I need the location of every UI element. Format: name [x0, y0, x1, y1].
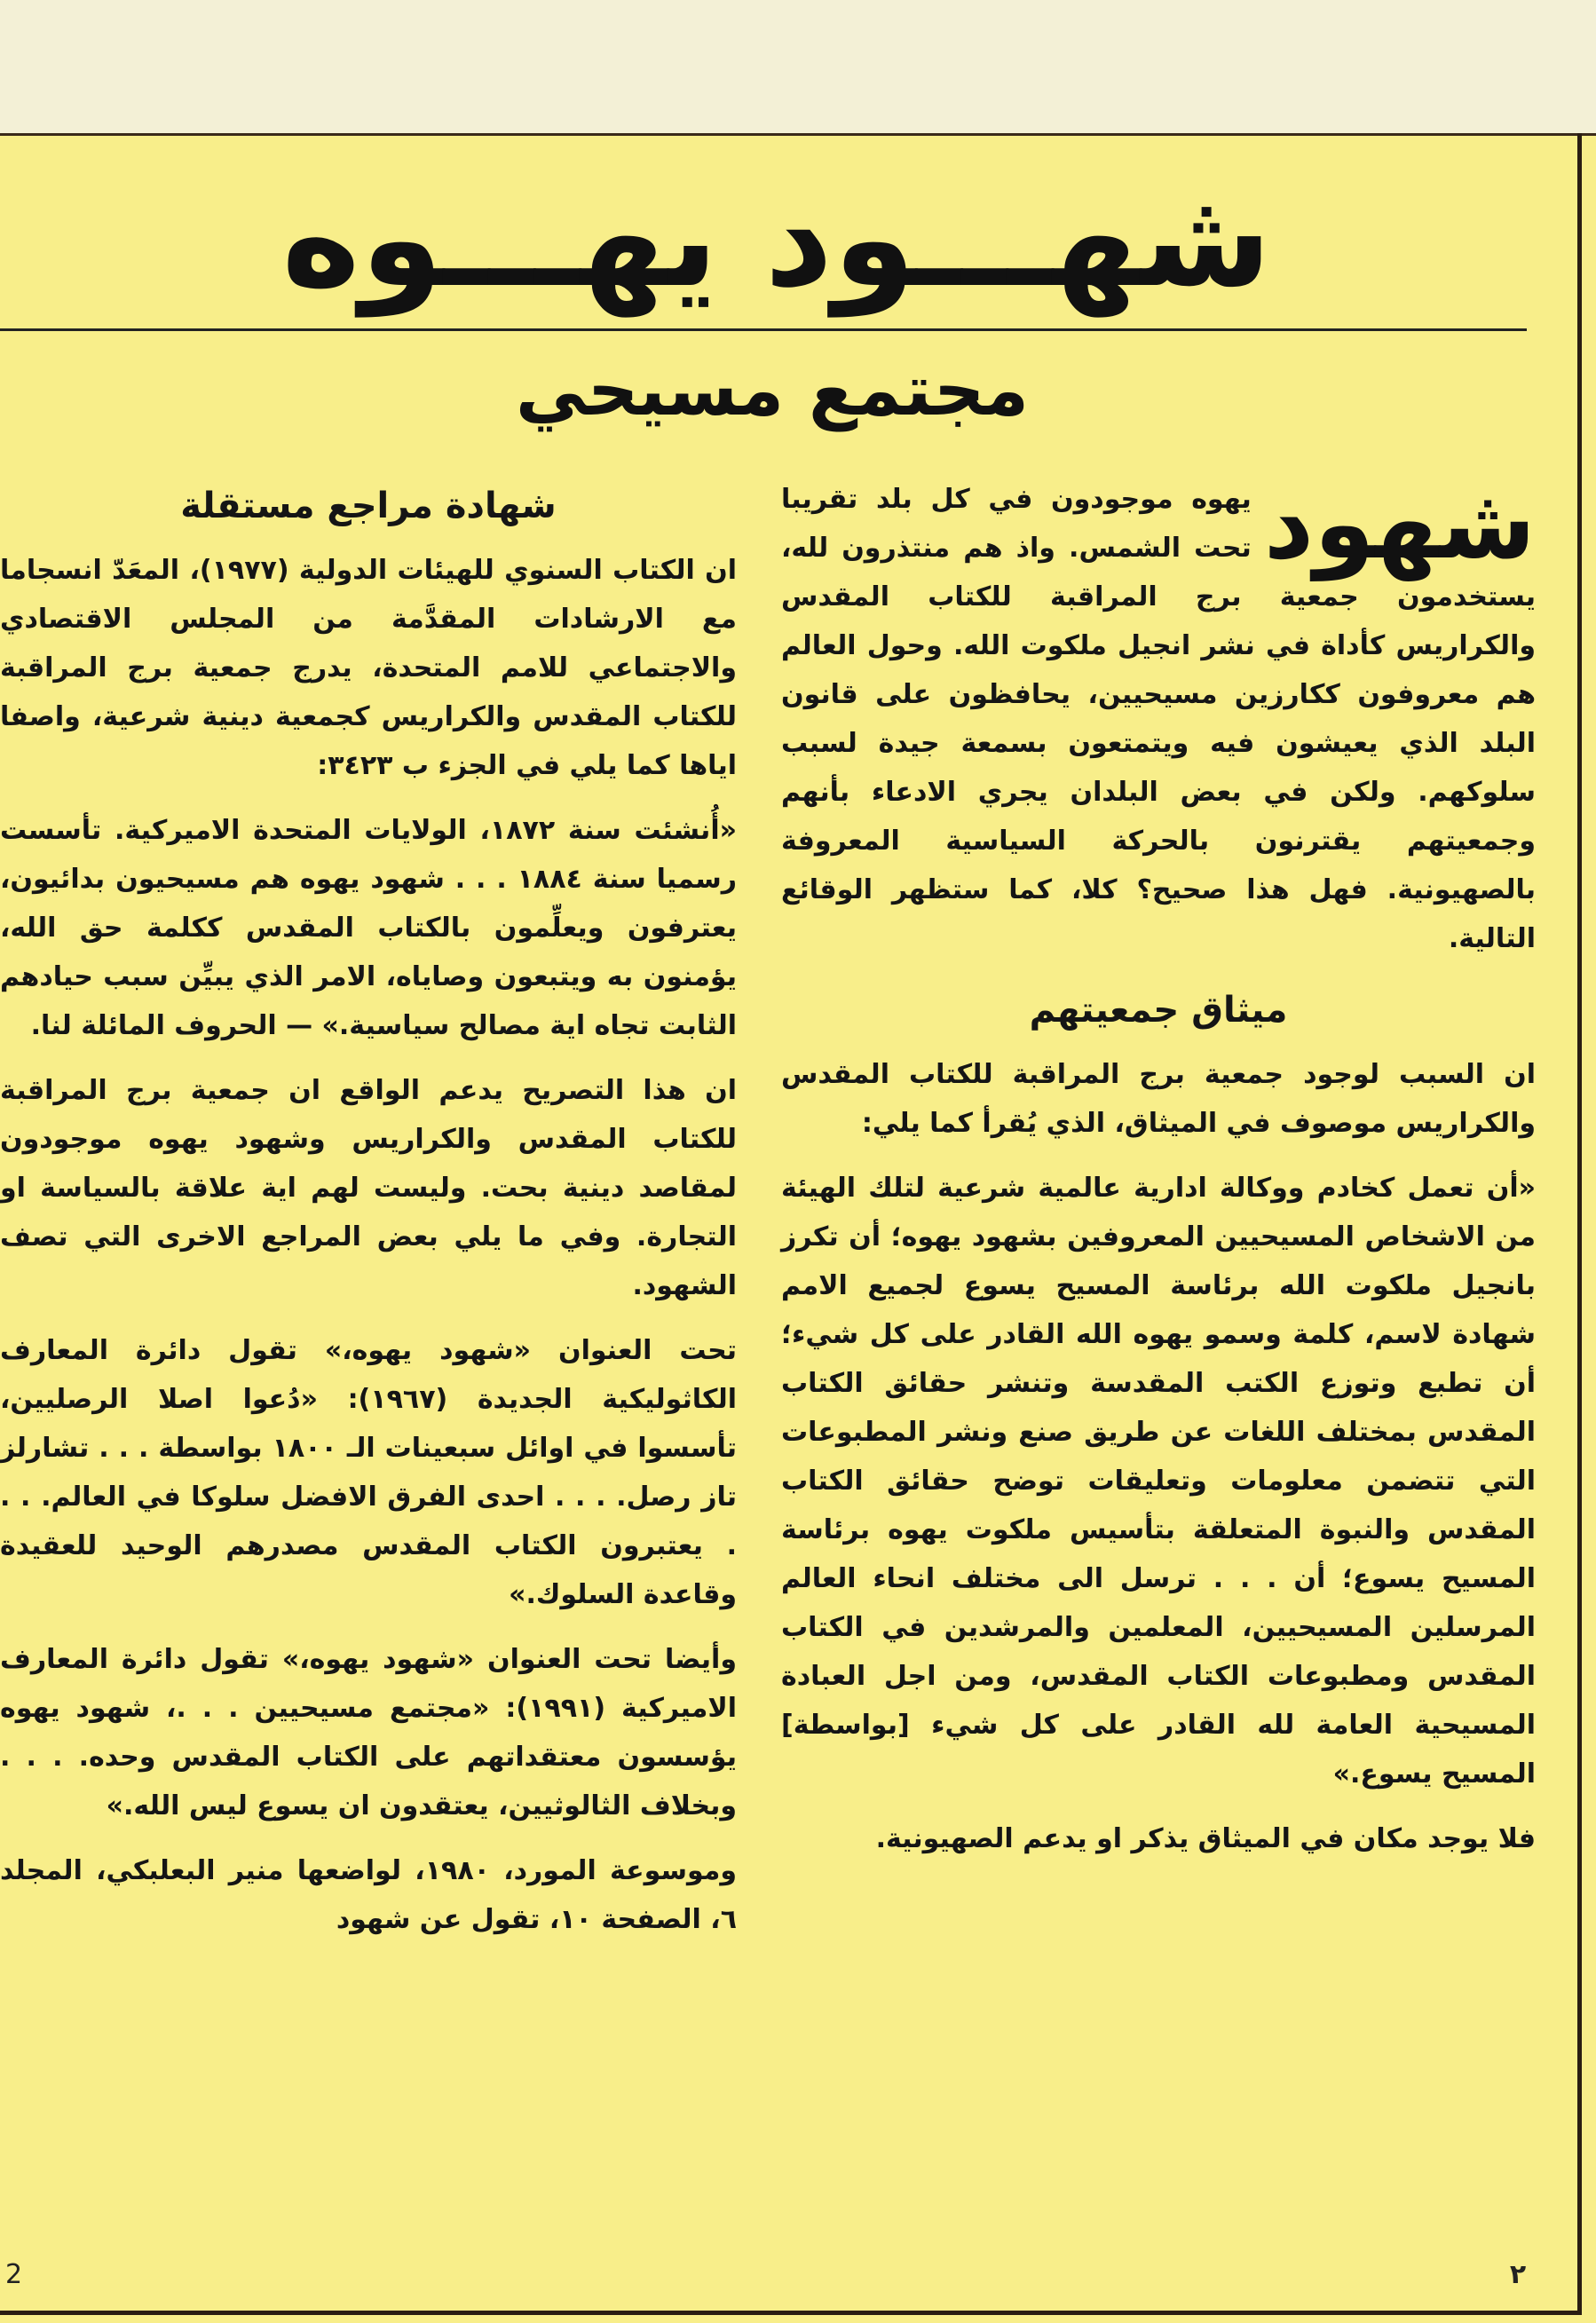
title-divider [0, 328, 1527, 331]
intro-paragraph [781, 467, 1536, 963]
charter-conclusion: فلا يوجد مكان في الميثاق يذكر او يدعم الصهيونية. [875, 1823, 1536, 1854]
main-title: شهـــود يهـــوه [281, 162, 1272, 317]
references-quote-1: «أُنشئت سنة ١٨٧٢، الولايات المتحدة الاميركية. تأسست رسميا سنة ١٨٨٤ . . . شهود يهوه هم مسيحيون بدائيون، يعترفون ويعلِّمون بالكتاب المقدس ككلمة حق الله، يؤمنون به ويتبعون وصاياه، الامر الذي يبيِّن سبب حيادهم الثابت تجاه اية مصالح سياسية.» — الحروف المائلة لنا. [0, 815, 737, 1041]
dropcap-word: شهود [1263, 467, 1536, 581]
references-paragraph-4: وأيضا تحت العنوان «شهود يهوه،» تقول دائرة المعارف الاميركية (١٩٩١): «مجتمع مسيحيين . . .، شهود يهوه يؤسسون معتقداتهم على الكتاب المقدس وحده. . . . وبخلاف الثالوثيين، يعتقدون ان يسوع ليس الله.» [0, 1644, 737, 1821]
charter-quote: «أن تعمل كخادم ووكالة ادارية عالمية شرعية لتلك الهيئة من الاشخاص المسيحيين المعروفين بشهود يهوه؛ أن تكرز بانجيل ملكوت الله برئاسة المسيح يسوع لجميع الامم شهادة لاسم، كلمة وسمو يهوه الله القادر على كل شيء؛ أن تطبع وتوزع الكتب المقدسة وتنشر حقائق الكتاب المقدس بمختلف اللغات عن طريق صنع ونشر المطبوعات التي تتضمن معلومات وتعليقات توضح حقائق الكتاب المقدس والنبوة المتعلقة بتأسيس ملكوت يهوه برئاسة المسيح يسوع؛ أن . . . ترسل الى مختلف انحاء العالم المرسلين المسيحيين، المعلمين والمرشدين في الكتاب المقدس ومطبوعات الكتاب المقدس، ومن اجل العبادة المسيحية العامة لله القادر على كل شيء [بواسطة] المسيح يسوع.» [781, 1173, 1536, 1790]
subtitle: مجتمع مسيحي [515, 349, 1030, 431]
charter-heading: ميثاق جمعيتهم [1029, 990, 1288, 1031]
references-paragraph-1: ان الكتاب السنوي للهيئات الدولية (١٩٧٧)، المعَدّ انسجاما مع الارشادات المقدَّمة من المجلس الاقتصادي والاجتماعي للامم المتحدة، يدرج جمعية برج المراقبة للكتاب المقدس والكراريس كجمعية دينية شرعية، واصفا اياها كما يلي في الجزء ب ٣٤٢٣: [0, 555, 738, 781]
top-paper-strip [0, 0, 1596, 136]
references-paragraph-5: وموسوعة المورد، ١٩٨٠، لواضعها منير البعلبكي، المجلد ٦، الصفحة ١٠، تقول عن شهود [0, 1855, 737, 1935]
references-paragraph-2: ان هذا التصريح يدعم الواقع ان جمعية برج المراقبة للكتاب المقدس والكراريس وشهود يهوه موجودون لمقاصد دينية بحت. وليست لهم اية علاقة بالسياسة او التجارة. وفي ما يلي بعض المراجع الاخرى التي تصف الشهود. [0, 1075, 737, 1301]
page-number-left: 2 [5, 2259, 23, 2290]
references-paragraph-3: تحت العنوان «شهود يهوه،» تقول دائرة المعارف الكاثوليكية الجديدة (١٩٦٧): «دُعوا اصلا الرصليين، تأسسوا في اوائل سبعينات الـ ١٨٠٠ بواسطة . . . تشارلز تاز رصل. . . . احدى الفرق الافضل سلوكا في العالم. . . . يعتبرون الكتاب المقدس مصدرهم الوحيد للعقيدة وقاعدة السلوك.» [0, 1335, 737, 1610]
right-column [781, 467, 1536, 1879]
references-heading: شهادة مراجع مستقلة [180, 486, 557, 526]
charter-paragraph-1: ان السبب لوجود جمعية برج المراقبة للكتاب المقدس والكراريس موصوف في الميثاق، الذي يُقرأ كما يلي: [781, 1059, 1536, 1139]
page-number-right: ٢ [1509, 2259, 1527, 2290]
left-column [0, 475, 737, 1960]
intro-text: يهوه موجودون في كل بلد تقريبا تحت الشمس. واذ هم منتذرون لله، يستخدمون جمعية برج المراقبة للكتاب المقدس والكراريس كأداة في نشر انجيل ملكوت الله. وحول العالم هم معروفون ككارزين مسيحيين، يحافظون على قانون البلد الذي يعيشون فيه ويتمتعون بسمعة جيدة لسبب سلوكهم. ولكن في بعض البلدان يجري الادعاء بأنهم وجمعيتهم يقترنون بالحركة السياسية المعروفة بالصهيونية. فهل هذا صحيح؟ كلا، كما ستظهر الوقائع التالية. [781, 484, 1536, 954]
